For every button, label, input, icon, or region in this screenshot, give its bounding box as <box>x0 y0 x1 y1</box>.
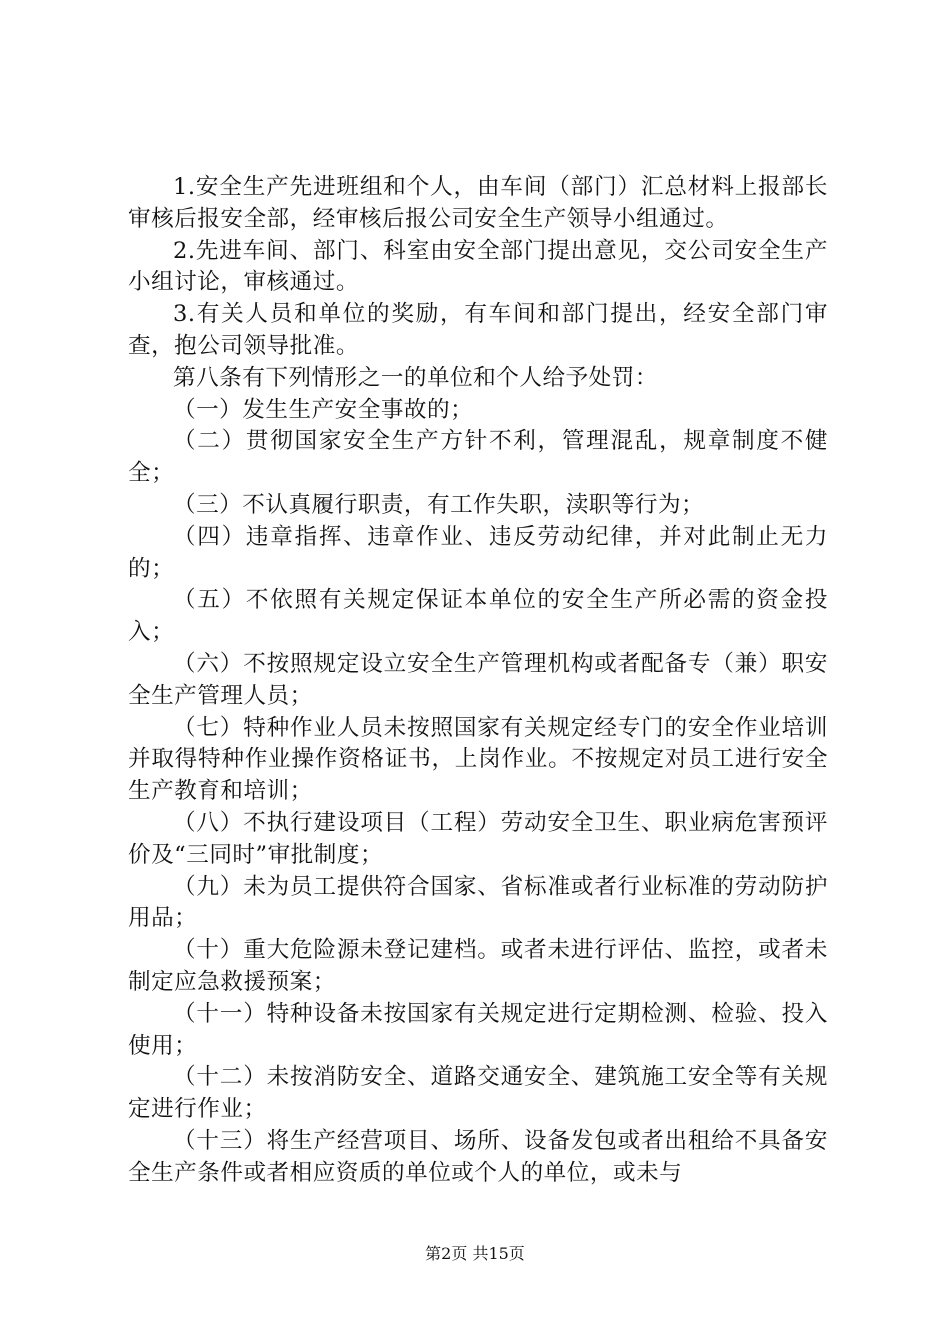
item-3: （三）不认真履行职责，有工作失职，渎职等行为； <box>173 491 705 518</box>
article-8-heading: 第八条有下列情形之一的单位和个人给予处罚： <box>173 364 658 391</box>
item-7: （七）特种作业人员未按照国家有关规定经专门的安全作业培训并取得特种作业操作资格证书，上岗作业。不按规定对员工进行安全生产教育和培训； <box>128 714 828 805</box>
page-footer: 第2页 共15页 <box>425 1244 525 1263</box>
item-4: （四）违章指挥、违章作业、违反劳动纪律，并对此制止无力的； <box>128 523 828 582</box>
item-12: （十二）未按消防安全、道路交通安全、建筑施工安全等有关规定进行作业； <box>128 1064 828 1123</box>
item-5: （五）不依照有关规定保证本单位的安全生产所必需的资金投入； <box>128 587 828 646</box>
item-8: （八）不执行建设项目（工程）劳动安全卫生、职业病危害预评价及“三同时”审批制度； <box>128 809 828 868</box>
paragraph-3: 3.有关人员和单位的奖励，有车间和部门提出，经安全部门审查，抱公司领导批准。 <box>128 301 828 359</box>
item-1: （一）发生生产安全事故的； <box>173 396 474 423</box>
item-9: （九）未为员工提供符合国家、省标准或者行业标准的劳动防护用品； <box>128 873 828 932</box>
item-11: （十一）特种设备未按国家有关规定进行定期检测、检验、投入使用； <box>128 1000 828 1059</box>
paragraph-1: 1.安全生产先进班组和个人，由车间（部门）汇总材料上报部长审核后报安全部，经审核后报公司安全生产领导小组通过。 <box>128 174 828 232</box>
item-13: （十三）将生产经营项目、场所、设备发包或者出租给不具备安全生产条件或者相应资质的单位或个人的单位，或未与 <box>128 1127 828 1186</box>
document-body <box>128 172 828 1190</box>
item-6: （六）不按照规定设立安全生产管理机构或者配备专（兼）职安全生产管理人员； <box>128 650 828 709</box>
item-10: （十）重大危险源未登记建档。或者未进行评估、监控，或者未制定应急救援预案； <box>128 937 828 995</box>
item-2: （二）贯彻国家安全生产方针不利，管理混乱，规章制度不健全； <box>128 428 828 487</box>
paragraph-2: 2.先进车间、部门、科室由安全部门提出意见，交公司安全生产小组讨论，审核通过。 <box>128 237 828 296</box>
